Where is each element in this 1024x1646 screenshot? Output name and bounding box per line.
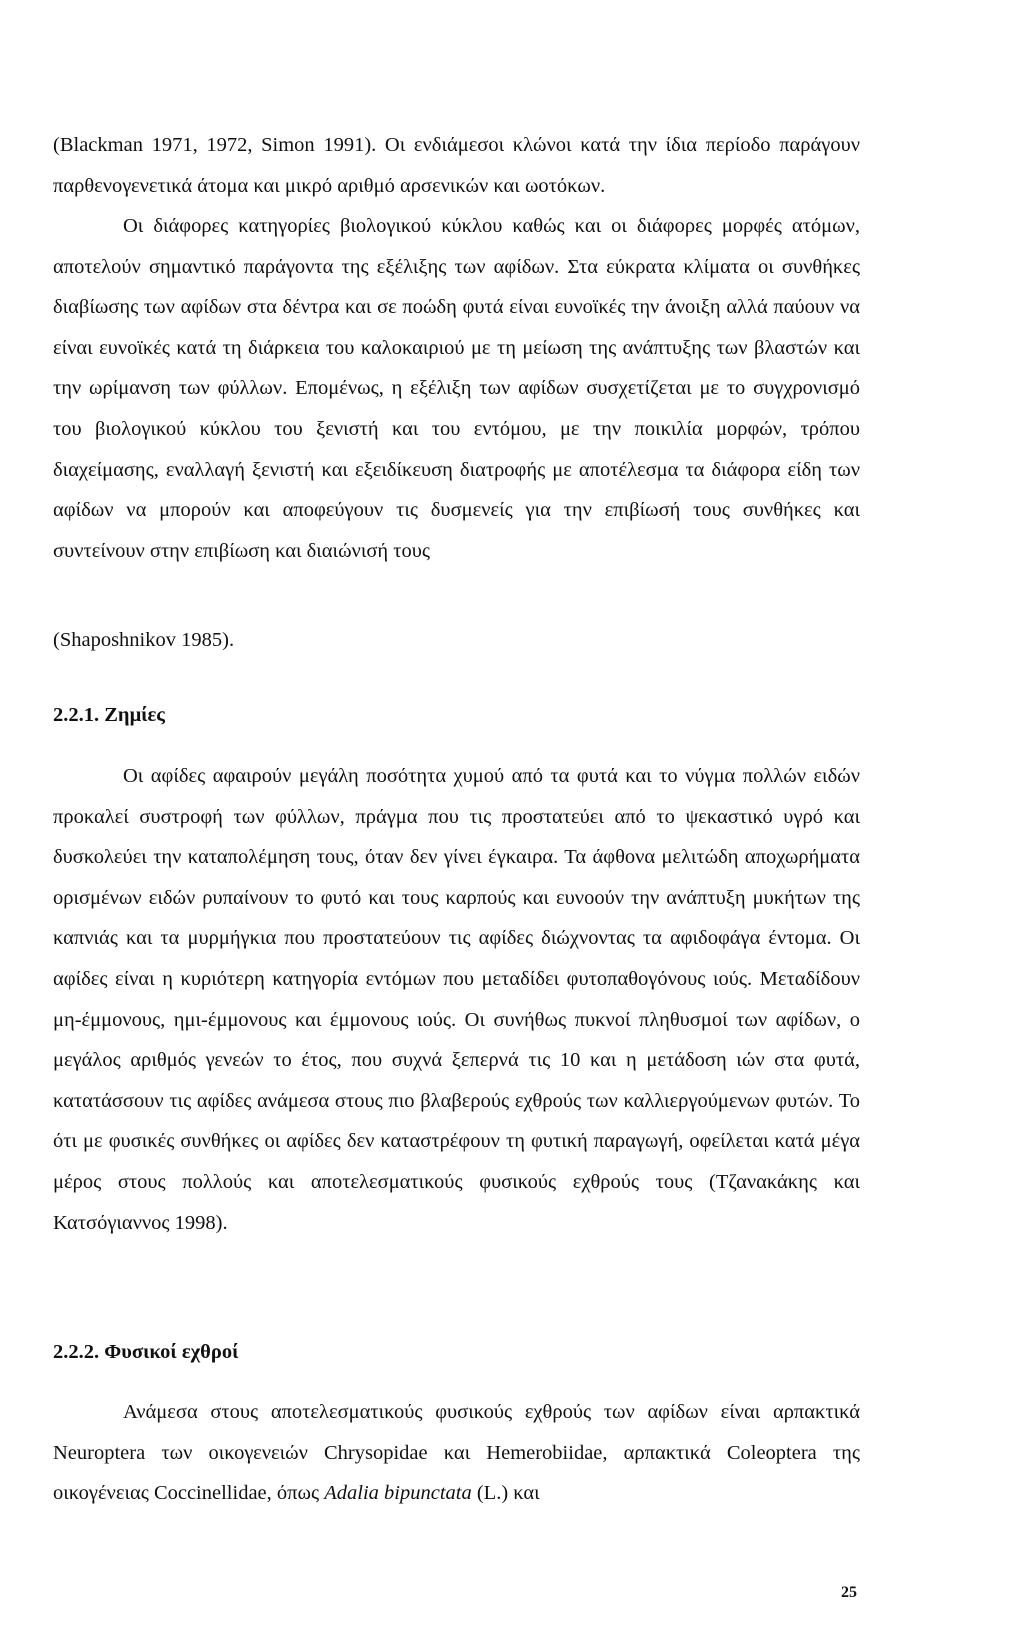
- paragraph-continuation: (Blackman 1971, 1972, Simon 1991). Οι ενδιάμεσοι κλώνοι κατά την ίδια περίοδο παράγουν παρθενογενετικά άτομα και μικρό αριθμό αρσενικών και ωοτόκων.: [53, 134, 860, 197]
- paragraph-reference: (Shaposhnikov 1985).: [53, 629, 235, 651]
- page-number: 25: [841, 1584, 857, 1601]
- paragraph-life-cycle: Οι διάφορες κατηγορίες βιολογικού κύκλου καθώς και οι διάφορες μορφές ατόμων, αποτελούν σημαντικό παράγοντα της εξέλιξης των αφίδων. Στα εύκρατα κλίματα οι συνθήκες διαβίωσης των αφίδων στα δέντρα και σε ποώδη φυτά είναι ευνοϊκές την άνοιξη αλλά παύουν να είναι ευνοϊκές κατά τη διάρκεια του καλοκαιριού με τη μείωση της ανάπτυξης των βλαστών και την ωρίμανση των φύλλων. Επομένως, η εξέλιξη των αφίδων συσχετίζεται με το συγχρονισμό του βιολογικού κύκλου του ξενιστή και του εντόμου, με την ποικιλία μορφών, τρόπου διαχείμασης, εναλλαγή ξενιστή και εξειδίκευση διατροφής με αποτέλεσμα τα διάφορα είδη των αφίδων να μπορούν και αποφεύγουν τις δυσμενείς για την επιβίωσή τους συνθήκες και συντείνουν στην επιβίωση και διαιώνισή τους: [53, 215, 860, 562]
- paragraph-natural-enemies: [53, 1392, 860, 1514]
- natural-enemies-text-2: (L.) και: [471, 1482, 540, 1505]
- species-name: Adalia bipunctata: [324, 1482, 472, 1505]
- natural-enemies-text-1: Ανάμεσα στους αποτελεσματικούς φυσικούς εχθρούς των αφίδων είναι αρπακτικά Neuroptera των οικογενειών Chrysopidae και Hemerobiidae, αρπακτικά Coleoptera της οικογένειας Coccinellidae, όπως: [53, 1401, 860, 1505]
- paragraph-damage: Οι αφίδες αφαιρούν μεγάλη ποσότητα χυμού από τα φυτά και το νύγμα πολλών ειδών προκαλεί συστροφή των φύλλων, πράγμα που τις προστατεύει από το ψεκαστικό υγρό και δυσκολεύει την καταπολέμηση τους, όταν δεν γίνει έγκαιρα. Τα άφθονα μελιτώδη αποχωρήματα ορισμένων ειδών ρυπαίνουν το φυτό και τους καρπούς και ευνοούν την ανάπτυξη μυκήτων της καπνιάς και τα μυρμήγκια που προστατεύουν τις αφίδες διώχνοντας τα αφιδοφάγα έντομα. Οι αφίδες είναι η κυριότερη κατηγορία εντόμων που μεταδίδει φυτοπαθογόνους ιούς. Μεταδίδουν μη-έμμονους, ημι-έμμονους και έμμονους ιούς. Οι συνήθως πυκνοί πληθυσμοί των αφίδων, ο μεγάλος αριθμός γενεών το έτος, που συχνά ξεπερνά τις 10 και η μετάδοση ιών στα φυτά, κατατάσσουν τις αφίδες ανάμεσα στους πιο βλαβερούς εχθρούς των καλλιεργούμενων φυτών. Το ότι με φυσικές συνθήκες οι αφίδες δεν καταστρέφουν τη φυτική παραγωγή, οφείλεται κατά μέγα μέρος στους πολλούς και αποτελεσματικούς φυσικούς εχθρούς τους (Τζανακάκης και Κατσόγιαννος 1998).: [53, 765, 860, 1234]
- section-heading-damage: 2.2.1. Ζημίες: [53, 704, 165, 726]
- section-heading-natural-enemies: 2.2.2. Φυσικοί εχθροί: [53, 1341, 239, 1363]
